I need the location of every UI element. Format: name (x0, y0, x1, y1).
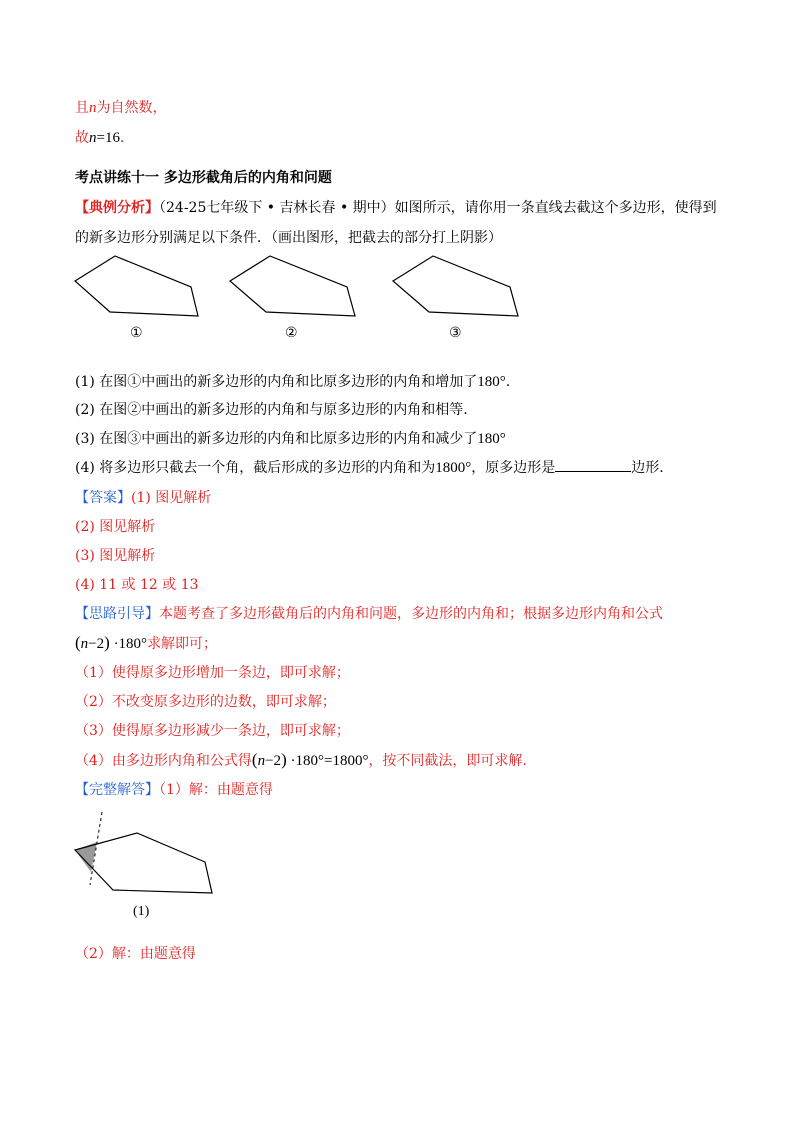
intro-text: 为自然数， (96, 100, 167, 116)
answer-item: (4) 11 或 12 或 13 (75, 577, 199, 593)
example-line-2: 的新多边形分别满足以下条件．（画出图形，把截去的部分打上阴影） (75, 230, 502, 246)
intro-text: 且 (75, 100, 89, 116)
formula-part: ·180° (113, 636, 148, 652)
var-n: n (80, 636, 89, 652)
section-title: 考点讲练十一 多边形截角后的内角和问题 (75, 170, 332, 186)
formula-part: −2 (265, 753, 282, 769)
hint-text: 求解即可； (147, 636, 218, 652)
solution-text: （1）解：由题意得 (159, 782, 273, 798)
question-value: 1800° (435, 460, 472, 476)
hint-text: （4）由多边形内角和公式得 (75, 753, 252, 769)
var-n: n (257, 753, 266, 769)
answer-tag: 【答案】 (75, 490, 131, 506)
question-text: 边形. (631, 460, 664, 476)
hint-step-1: （1）使得原多边形增加一条边，即可求解； (75, 665, 350, 681)
question-text: (4) 将多边形只截去一个角，截后形成的多边形的内角和为 (75, 460, 436, 476)
equation: =16 (96, 130, 120, 146)
intro-text: 故 (75, 130, 89, 146)
hint-text: ，按不同截法，即可求解. (368, 753, 527, 769)
answer-item: (2) 图见解析 (75, 519, 156, 535)
solution-tag: 【完整解答】 (75, 782, 159, 798)
formula-part: −2 (88, 636, 105, 652)
question-text: (1) 在图①中画出的新多边形的内角和比原多边形的内角和增加了 (75, 374, 478, 390)
question-text: (3) 在图③中画出的新多边形的内角和比原多边形的内角和减少了 (75, 431, 478, 447)
question-text: ，原多边形是 (471, 460, 556, 476)
question-text: (2) 在图②中画出的新多边形的内角和与原多边形的内角和相等. (75, 402, 468, 418)
answer-item: (1) 图见解析 (131, 490, 212, 506)
figure-label-1: ① (130, 325, 143, 341)
hint-step-3: （3）使得原多边形减少一条边，即可求解； (75, 723, 350, 739)
question-text: . (505, 374, 511, 390)
var-n: n (89, 100, 97, 116)
hint-step-4: （4）由多边形内角和公式得(n−2) ·180°=1800°，按不同截法，即可求解. (75, 750, 527, 769)
hint-step-2: （2）不改变原多边形的边数，即可求解； (75, 694, 336, 710)
answer-item: (3) 图见解析 (75, 548, 156, 564)
var-n: n (89, 130, 97, 146)
hint-line-2: (n−2) ·180°求解即可； (75, 633, 218, 652)
hint-tag: 【思路引导】 (75, 606, 159, 622)
question-value: 180° (477, 431, 506, 447)
question-value: 180° (477, 374, 506, 390)
example-text: （24-25七年级下 • 吉林长春 • 期中）如图所示，请你用一条直线去截这个多边形，使得到 (159, 200, 717, 216)
solution-figure-label: (1) (133, 904, 150, 919)
formula-part: ·180°=1800° (290, 753, 369, 769)
intro-text: ． (119, 130, 134, 146)
solution-line-2: （2）解：由题意得 (75, 946, 196, 962)
pentagon-solution (75, 833, 212, 893)
figure-label-3: ③ (449, 325, 462, 341)
example-tag: 【典例分析】 (75, 200, 159, 216)
figure-label-2: ② (285, 325, 298, 341)
hint-text: 本题考查了多边形截角后的内角和问题，多边形的内角和；根据多边形内角和公式 (159, 606, 663, 622)
